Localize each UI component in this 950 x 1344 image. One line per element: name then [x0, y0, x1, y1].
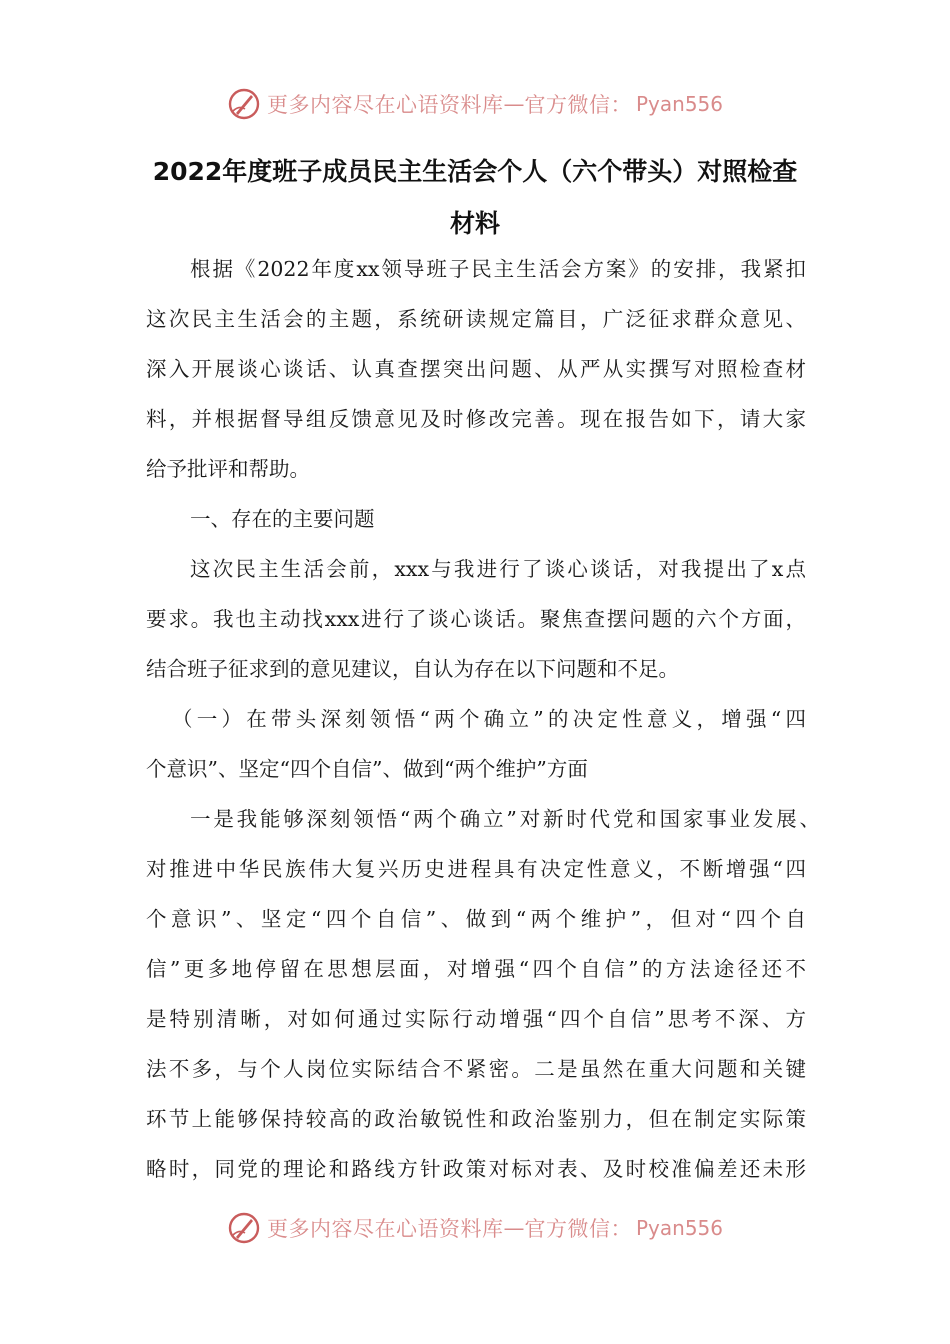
watermark-separator: —	[503, 1216, 525, 1240]
header-watermark	[0, 84, 950, 124]
quill-pen-logo-icon	[227, 87, 261, 121]
body-line-13: 对推进中华民族伟大复兴历史进程具有决定性意义，不断增强“四	[146, 857, 806, 881]
watermark-suffix: 官方微信：	[524, 1217, 632, 1241]
watermark-suffix: 官方微信：	[524, 93, 632, 117]
body-line-17: 法不多，与个人岗位实际结合不紧密。二是虽然在重大问题和关键	[146, 1057, 806, 1081]
quill-pen-logo-icon	[227, 1211, 261, 1245]
watermark-wechat-id: Pyan556	[635, 1216, 723, 1240]
section-heading: 一、存在的主要问题	[190, 507, 375, 531]
body-line-15: 信”更多地停留在思想层面，对增强“四个自信”的方法途径还不	[146, 957, 806, 981]
body-line-9: 结合班子征求到的意见建议，自认为存在以下问题和不足。	[146, 657, 679, 681]
watermark-separator: —	[503, 92, 525, 116]
subsection-heading-line-1: （一）在带头深刻领悟“两个确立”的决定性意义，增强“四	[172, 707, 806, 731]
body-line-7: 这次民主生活会前，xxx与我进行了谈心谈话，对我提出了x点	[190, 557, 806, 581]
body-line-3: 深入开展谈心谈话、认真查摆突出问题、从严从实撰写对照检查材	[146, 357, 806, 381]
document-title-line-2: 材料	[449, 209, 500, 238]
document-title-line-1: 2022年度班子成员民主生活会个人（六个带头）对照检查	[152, 157, 798, 186]
watermark-text: 更多内容尽在心语资料库	[266, 1217, 504, 1241]
body-line-19: 略时，同党的理论和路线方针政策对标对表、及时校准偏差还未形	[146, 1157, 806, 1181]
body-line-5: 给予批评和帮助。	[146, 457, 310, 481]
footer-watermark	[0, 1208, 950, 1248]
body-line-12: 一是我能够深刻领悟“两个确立”对新时代党和国家事业发展、	[190, 807, 820, 831]
body-line-2: 这次民主生活会的主题，系统研读规定篇目，广泛征求群众意见、	[146, 307, 806, 331]
body-line-18: 环节上能够保持较高的政治敏锐性和政治鉴别力，但在制定实际策	[146, 1107, 806, 1131]
watermark-text: 更多内容尽在心语资料库	[266, 93, 504, 117]
body-line-1: 根据《2022年度xx领导班子民主生活会方案》的安排，我紧扣	[190, 257, 806, 281]
body-line-4: 料，并根据督导组反馈意见及时修改完善。现在报告如下，请大家	[146, 407, 806, 431]
watermark-wechat-id: Pyan556	[635, 92, 723, 116]
body-line-14: 个意识”、坚定“四个自信”、做到“两个维护”，但对“四个自	[146, 907, 806, 931]
body-line-16: 是特别清晰，对如何通过实际行动增强“四个自信”思考不深、方	[146, 1007, 806, 1031]
subsection-heading-line-2: 个意识”、坚定“四个自信”、做到“两个维护”方面	[146, 757, 588, 781]
body-line-8: 要求。我也主动找xxx进行了谈心谈话。聚焦查摆问题的六个方面，	[146, 607, 806, 631]
